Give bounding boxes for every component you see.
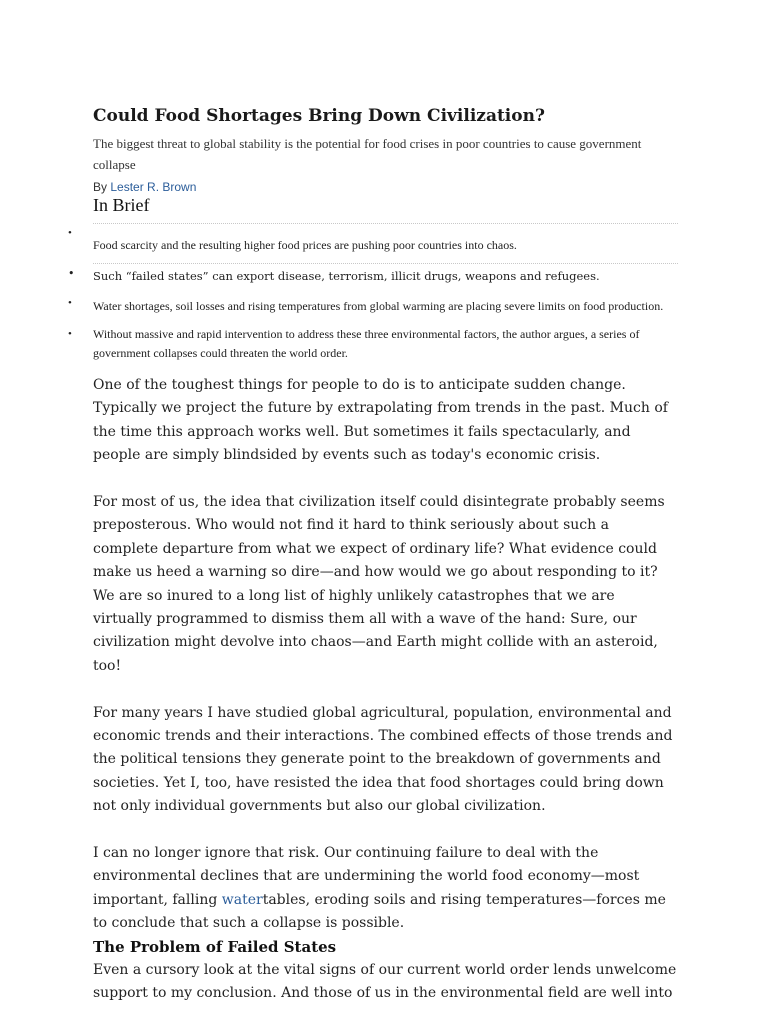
bullet-icon: • — [68, 227, 72, 239]
in-brief-list — [68, 224, 678, 363]
paragraph: One of the toughest things for people to do is to anticipate sudden change. Typically we project the future by extrapolating from trends in the past. Much of the time this approach works well. But sometimes it fails spectacularly, and people are simply blindsided by events such as today's economic crisis. — [93, 377, 668, 464]
water-link[interactable]: water — [221, 891, 263, 908]
byline — [93, 180, 678, 195]
bullet-icon: • — [68, 267, 75, 280]
brief-item-text: Water shortages, soil losses and rising temperatures from global warming are placing severe limits on food production. — [93, 299, 664, 313]
article — [68, 104, 678, 1006]
list-item — [68, 294, 678, 325]
article-subtitle: The biggest threat to global stability is the potential for food crises in poor countries to cause government collapse — [93, 136, 642, 172]
bullet-icon: • — [68, 328, 72, 340]
paragraph — [93, 842, 678, 936]
brief-item-text: Without massive and rapid intervention to address these three environmental factors, the author argues, a series of government collapses could threaten the world order. — [93, 327, 640, 360]
paragraph: For most of us, the idea that civilization itself could disintegrate probably seems preposterous. Who would not find it hard to think seriously about such a complete departure from what we expect of ordinary life? What evidence could make us heed a warning so dire—and how would we go about responding to it? We are so inured to a long list of highly unlikely catastrophes that we are virtually programmed to dismiss them all with a wave of the hand: Sure, our civilization might devolve into chaos—and Earth might collide with an asteroid, too! — [93, 494, 665, 674]
paragraph: For many years I have studied global agricultural, population, environmental and economic trends and their interactions. The combined effects of those trends and the political tensions they generate point to the breakdown of governments and societies. Yet I, too, have resisted the idea that food shortages could bring down not only individual governments but also our global civilization. — [93, 704, 673, 815]
list-item — [68, 325, 678, 363]
brief-item-text: Food scarcity and the resulting higher food prices are pushing poor countries into chaos. — [93, 238, 517, 252]
article-title: Could Food Shortages Bring Down Civilization? — [93, 106, 545, 126]
author-link[interactable]: Lester R. Brown — [110, 180, 197, 194]
section-heading: The Problem of Failed States — [93, 937, 337, 956]
brief-item-text: Such “failed states” can export disease, terrorism, illicit drugs, weapons and refugees. — [93, 269, 600, 283]
list-item — [68, 224, 678, 263]
paragraph: Even a cursory look at the vital signs of our current world order lends unwelcome support to my conclusion. And those of us in the environmental field are well into — [93, 961, 677, 1002]
paragraph-text: tables, eroding soils and rising temperatures—forces me to conclude that such a collapse is possible. — [93, 891, 666, 932]
paragraph-text: I can no longer ignore that risk. Our continuing failure to deal with the environmental declines that are undermining the world food economy—most important, falling — [93, 845, 640, 908]
in-brief-heading: In Brief — [93, 195, 150, 215]
byline-prefix: By — [93, 180, 111, 194]
list-item — [68, 263, 678, 294]
bullet-icon: • — [68, 297, 72, 309]
